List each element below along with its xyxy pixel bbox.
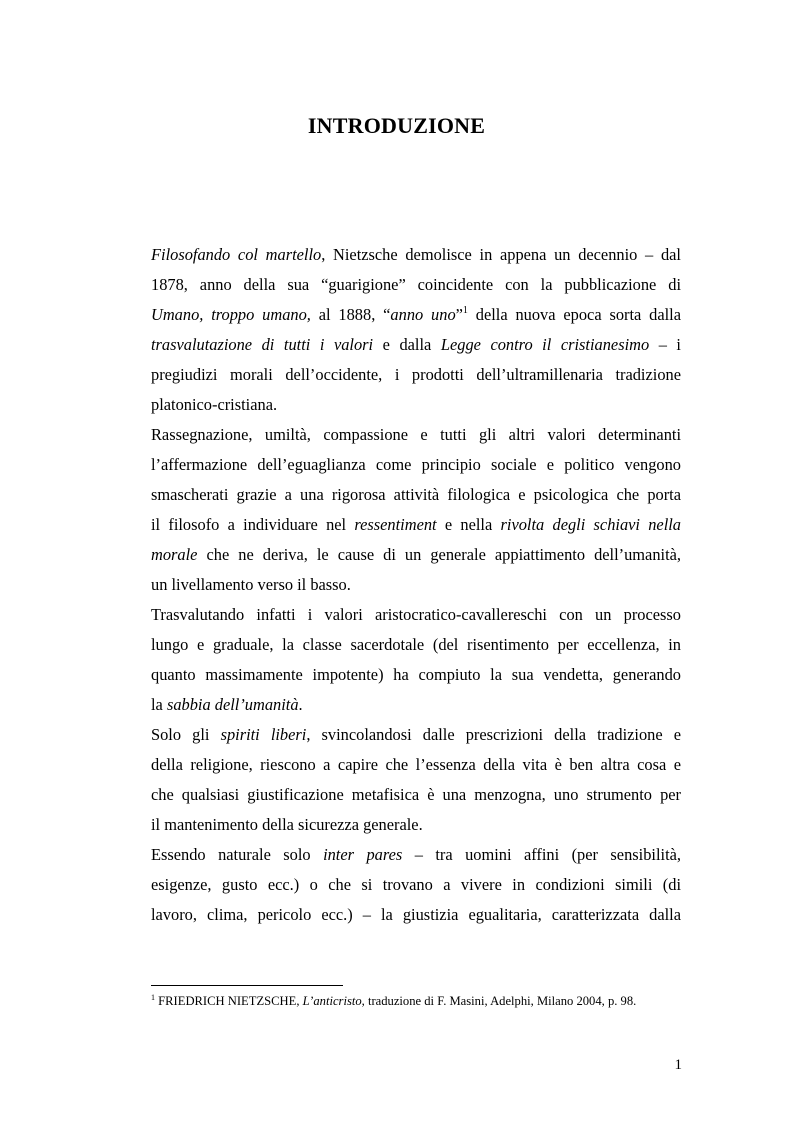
text-line: [151, 330, 681, 360]
italic-phrase: Legge contro il cristianesimo: [440, 335, 650, 354]
page-number: 1: [674, 1057, 682, 1073]
italic-phrase: rivolta degli schiavi nella: [500, 515, 681, 534]
text-line: [151, 510, 681, 540]
text-run: della nuova epoca sorta dalla: [467, 305, 682, 324]
footnote-number: 1: [151, 993, 155, 1002]
text-run: il filosofo a individuare nel: [151, 515, 355, 534]
text-line: pregiudizi morali dell’occidente, i prodotti dell’ultramillenaria tradizione: [151, 365, 681, 384]
text-line: Trasvalutando infatti i valori aristocratico-cavallereschi con un processo: [151, 605, 681, 624]
text-line: l’affermazione dell’eguaglianza come principio sociale e politico vengono: [151, 455, 681, 474]
footnote-title: L’anticristo: [302, 994, 362, 1008]
main-text: [151, 240, 681, 930]
text-line: il mantenimento della sicurezza generale.: [151, 815, 423, 834]
page-title: INTRODUZIONE: [307, 113, 486, 138]
italic-phrase: trasvalutazione di tutti i valori: [151, 335, 374, 354]
footnote-divider: [151, 985, 343, 986]
text-run: Essendo naturale solo: [151, 845, 324, 864]
italic-phrase: Filosofando col martello: [151, 245, 322, 264]
text-line: [151, 840, 681, 870]
text-run: , Nietzsche demolisce in appena un decennio – dal: [321, 245, 681, 264]
text-run: Solo gli: [151, 725, 221, 744]
text-run: e nella: [436, 515, 501, 534]
text-run: la: [151, 695, 167, 714]
italic-phrase: morale: [151, 545, 198, 564]
text-line: quanto massimamente impotente) ha compiuto la sua vendetta, generando: [151, 665, 681, 684]
italic-phrase: Umano, troppo umano,: [151, 305, 311, 324]
footnote-text: , traduzione di F. Masini, Adelphi, Milano 2004, p. 98.: [361, 994, 637, 1008]
text-line: [151, 300, 681, 330]
text-line: [151, 720, 681, 750]
italic-phrase: spiriti liberi: [220, 725, 307, 744]
text-line: [151, 540, 681, 570]
text-line: 1878, anno della sua “guarigione” coincidente con la pubblicazione di: [151, 275, 681, 294]
text-run: al 1888, “: [310, 305, 391, 324]
italic-phrase: ressentiment: [354, 515, 437, 534]
italic-phrase: inter pares: [323, 845, 403, 864]
footnote-ref[interactable]: 1: [462, 305, 468, 316]
italic-phrase: anno uno: [390, 305, 456, 324]
text-run: e dalla: [373, 335, 441, 354]
text-line: smascherati grazie a una rigorosa attività filologica e psicologica che porta: [151, 485, 681, 504]
text-line: che qualsiasi giustificazione metafisica è una menzogna, uno strumento per: [151, 785, 681, 804]
text-line: lungo e graduale, la classe sacerdotale (del risentimento per eccellenza, in: [151, 635, 681, 654]
footnote-text: FRIEDRICH NIETZSCHE,: [155, 994, 303, 1008]
text-line: Rassegnazione, umiltà, compassione e tutti gli altri valori determinanti: [151, 425, 681, 444]
text-line: un livellamento verso il basso.: [151, 575, 351, 594]
text-run: – i: [649, 335, 681, 354]
footnote: [151, 993, 691, 1009]
italic-phrase: sabbia dell’umanità: [166, 695, 299, 714]
text-run: , svincolandosi dalle prescrizioni della tradizione e: [306, 725, 682, 744]
text-run: .: [298, 695, 303, 714]
text-line: [151, 690, 681, 720]
text-line: della religione, riescono a capire che l’essenza della vita è ben altra cosa e: [151, 755, 681, 774]
text-line: platonico-cristiana.: [151, 395, 278, 414]
text-line: [151, 240, 681, 270]
text-run: ”: [455, 305, 463, 324]
text-line: esigenze, gusto ecc.) o che si trovano a vivere in condizioni simili (di: [151, 875, 681, 894]
text-run: – tra uomini affini (per sensibilità,: [402, 845, 681, 864]
text-run: che ne deriva, le cause di un generale appiattimento dell’umanità,: [197, 545, 681, 564]
text-line: lavoro, clima, pericolo ecc.) – la giustizia egualitaria, caratterizzata dalla: [151, 905, 681, 924]
